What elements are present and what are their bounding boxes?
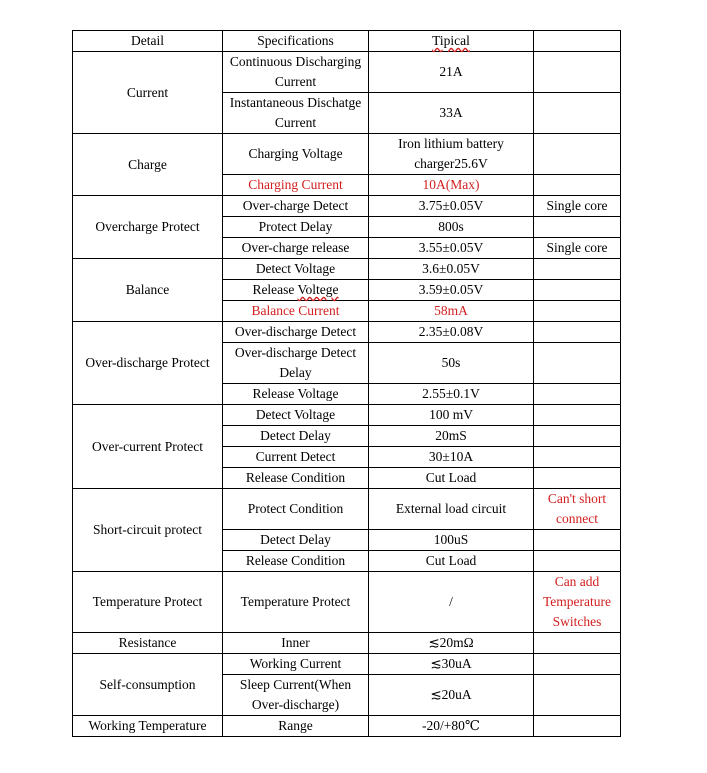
note-cell: Can add Temperature Switches [534,572,621,633]
note-cell [534,280,621,301]
spec-cell: Temperature Protect [223,572,369,633]
note-cell [534,134,621,175]
note-cell [534,551,621,572]
group-label-overcharge: Overcharge Protect [73,196,223,259]
spec-cell: Instantaneous Dischatge Current [223,93,369,134]
value-cell: / [369,572,534,633]
table-row [73,572,621,633]
note-cell [534,259,621,280]
spec-text: Release [252,282,298,297]
spec-cell: Release Condition [223,551,369,572]
spec-text-misspelled: Voltege [297,282,339,297]
spec-cell: Protect Condition [223,489,369,530]
note-cell [534,468,621,489]
spec-table [72,30,621,737]
value-cell: ≲20mΩ [369,633,534,654]
group-label-temperature: Temperature Protect [73,572,223,633]
note-cell [534,93,621,134]
spec-cell: Detect Voltage [223,405,369,426]
value-cell: 3.59±0.05V [369,280,534,301]
group-label-current: Current [73,52,223,134]
table-row [73,52,621,93]
spec-cell: Sleep Current(When Over-discharge) [223,675,369,716]
group-label-balance: Balance [73,259,223,322]
spec-cell: Release Condition [223,468,369,489]
note-cell [534,384,621,405]
group-label-workingtemp: Working Temperature [73,716,223,737]
note-cell: Can't short connect [534,489,621,530]
spec-cell: Charging Voltage [223,134,369,175]
spec-cell: Working Current [223,654,369,675]
value-cell: Cut Load [369,551,534,572]
spec-cell: Protect Delay [223,217,369,238]
value-cell: 33A [369,93,534,134]
value-cell: ≲30uA [369,654,534,675]
group-label-selfconsumption: Self-consumption [73,654,223,716]
note-cell [534,426,621,447]
group-label-charge: Charge [73,134,223,196]
spec-cell: Inner [223,633,369,654]
header-row [73,31,621,52]
value-cell: -20/+80℃ [369,716,534,737]
value-cell: 2.35±0.08V [369,322,534,343]
note-cell [534,633,621,654]
value-cell: 10A(Max) [369,175,534,196]
value-cell: 30±10A [369,447,534,468]
spec-cell: Balance Current [223,301,369,322]
group-label-shortcircuit: Short-circuit protect [73,489,223,572]
value-cell: External load circuit [369,489,534,530]
note-cell [534,447,621,468]
value-cell: 58mA [369,301,534,322]
group-label-overcurrent: Over-current Protect [73,405,223,489]
spec-cell: Charging Current [223,175,369,196]
note-cell [534,675,621,716]
table-row [73,405,621,426]
value-cell: ≲20uA [369,675,534,716]
note-cell [534,52,621,93]
note-cell [534,405,621,426]
note-cell: Single core [534,238,621,259]
spec-cell: Over-discharge Detect Delay [223,343,369,384]
value-cell: 100uS [369,530,534,551]
value-cell: 20mS [369,426,534,447]
header-tipical-text: Tipical [432,33,470,48]
table-row [73,196,621,217]
spec-cell: Over-discharge Detect [223,322,369,343]
spec-cell: Detect Delay [223,426,369,447]
note-cell [534,530,621,551]
note-cell: Single core [534,196,621,217]
header-specifications: Specifications [223,31,369,52]
note-cell [534,343,621,384]
spec-cell [223,280,369,301]
note-cell [534,301,621,322]
value-cell: 100 mV [369,405,534,426]
note-cell [534,716,621,737]
value-cell: 800s [369,217,534,238]
header-note [534,31,621,52]
table-row [73,654,621,675]
value-cell: 50s [369,343,534,384]
note-cell [534,322,621,343]
spec-cell: Detect Voltage [223,259,369,280]
spec-cell: Over-charge release [223,238,369,259]
group-label-resistance: Resistance [73,633,223,654]
spec-cell: Current Detect [223,447,369,468]
value-cell: Iron lithium battery charger25.6V [369,134,534,175]
header-tipical [369,31,534,52]
spec-cell: Continuous Discharging Current [223,52,369,93]
value-cell: 3.6±0.05V [369,259,534,280]
table-row [73,716,621,737]
table-row [73,134,621,175]
table-row [73,633,621,654]
value-cell: 3.75±0.05V [369,196,534,217]
header-detail: Detail [73,31,223,52]
value-cell: 2.55±0.1V [369,384,534,405]
table-row [73,322,621,343]
spec-cell: Range [223,716,369,737]
value-cell: Cut Load [369,468,534,489]
table-row [73,489,621,530]
note-cell [534,217,621,238]
note-cell [534,654,621,675]
spec-cell: Detect Delay [223,530,369,551]
note-cell [534,175,621,196]
value-cell: 3.55±0.05V [369,238,534,259]
spec-cell: Release Voltage [223,384,369,405]
spec-cell: Over-charge Detect [223,196,369,217]
group-label-overdischarge: Over-discharge Protect [73,322,223,405]
value-cell: 21A [369,52,534,93]
table-row [73,259,621,280]
